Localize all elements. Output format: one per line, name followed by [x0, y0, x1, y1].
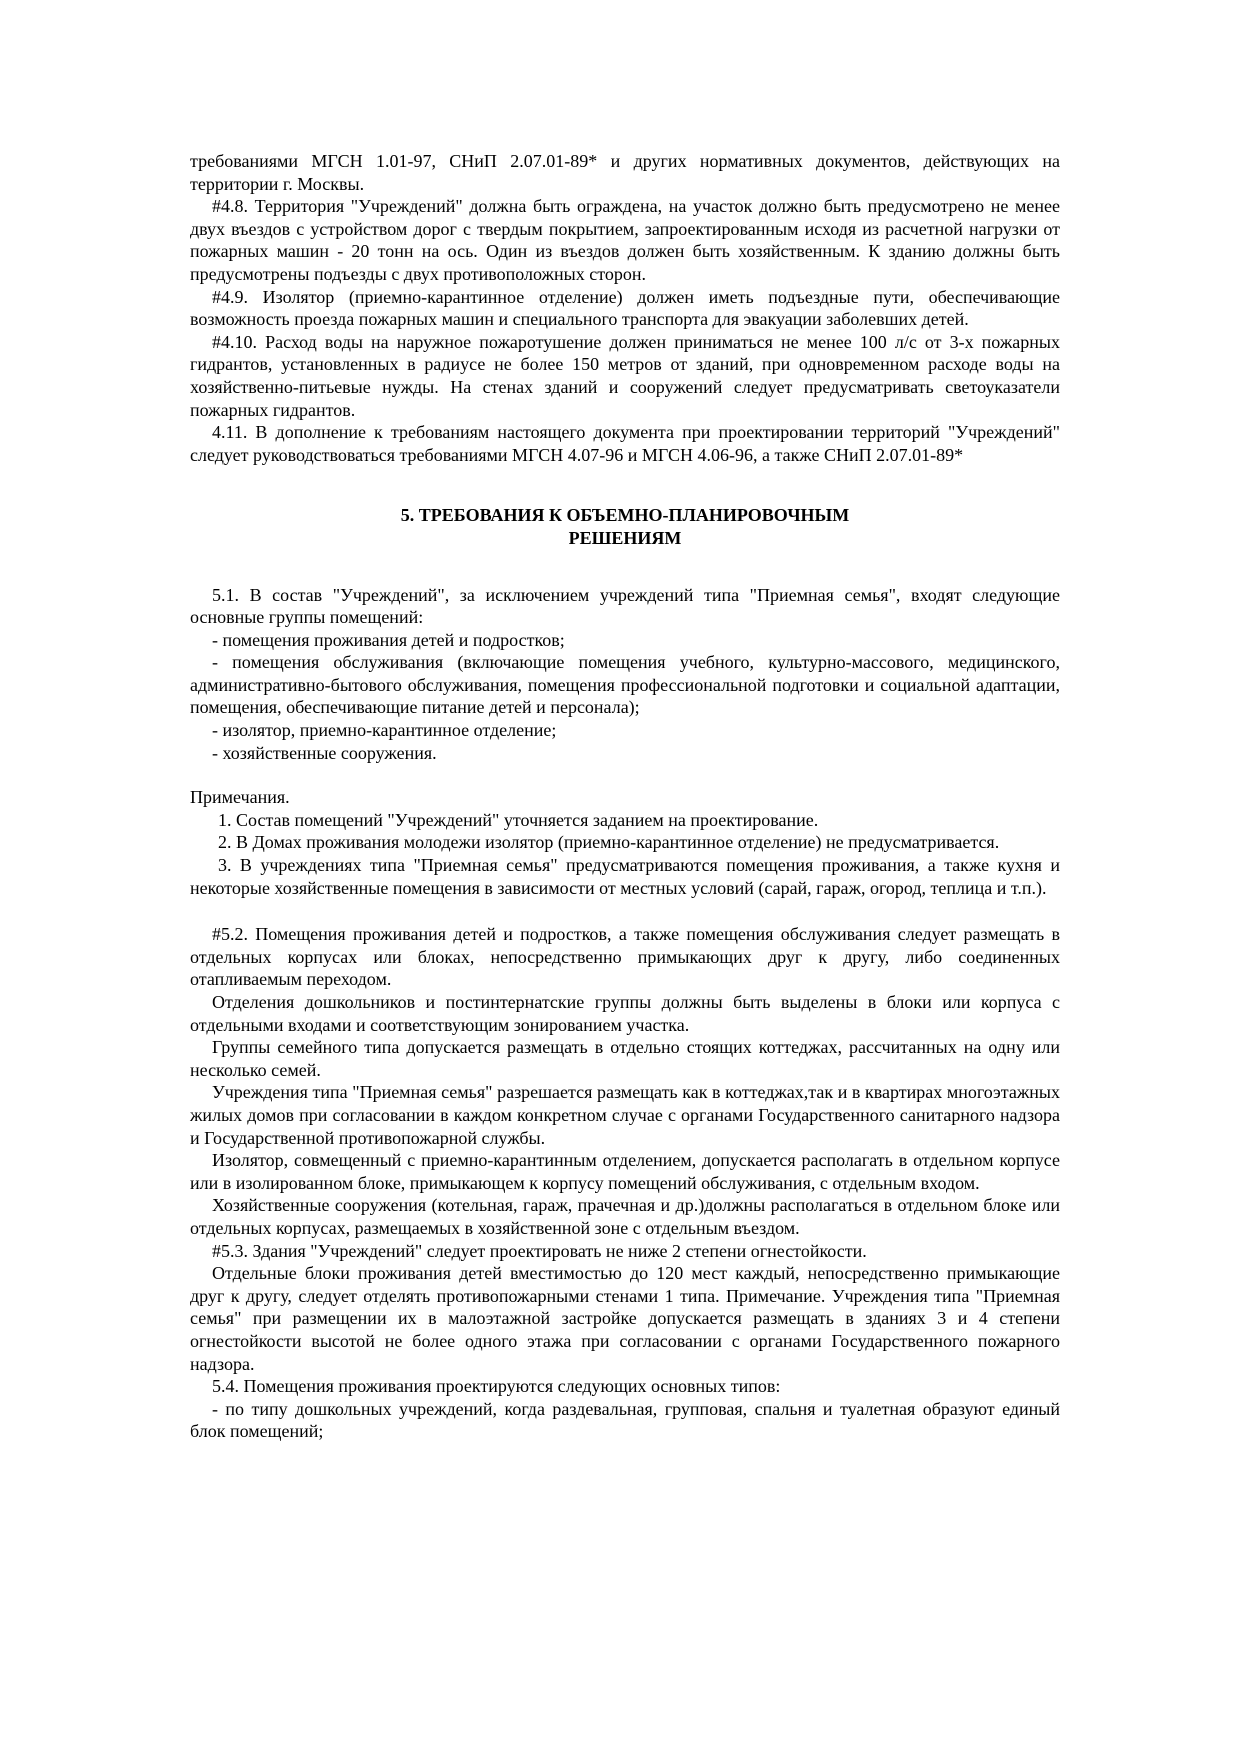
paragraph-5-1: 5.1. В состав "Учреждений", за исключением учреждений типа "Приемная семья", входят следующие основные группы помещений: — [190, 584, 1060, 628]
paragraph-4-11: 4.11. В дополнение к требованиям настоящего документа при проектировании территорий "Учреждений" следует руководствоваться требованиями МГСН 4.07-96 и МГСН 4.06-96, а также СНиП 2.07.01-89* — [190, 422, 1060, 465]
section-heading-line1: 5. ТРЕБОВАНИЯ К ОБЪЕМНО-ПЛАНИРОВОЧНЫМ — [400, 505, 850, 526]
note-item: 2. В Домах проживания молодежи изолятор (приемно-карантинное отделение) не предусматривается. — [218, 832, 1000, 853]
paragraph: Отделения дошкольников и постинтернатские группы должны быть выделены в блоки или корпуса с отдельными входами и соответствующим зонированием участка. — [190, 992, 1060, 1035]
paragraph-4-9: #4.9. Изолятор (приемно-карантинное отделение) должен иметь подъездные пути, обеспечивающие возможность проезда пожарных машин и специального транспорта для эвакуации заболевших детей. — [190, 286, 1060, 330]
paragraph-intro: требованиями МГСН 1.01-97, СНиП 2.07.01-89* и других нормативных документов, действующих на территории г. Москвы. — [190, 151, 1060, 194]
paragraph: Учреждения типа "Приемная семья" разрешается размещать как в коттеджах,так и в квартирах многоэтажных жилых домов при согласовании в каждом конкретном случае с органами Государственного санитарного надзора и Государственной противопожарной службы. — [190, 1082, 1060, 1148]
paragraph-4-8: #4.8. Территория "Учреждений" должна быть ограждена, на участок должно быть предусмотрено не менее двух въездов с устройством дорог с твердым покрытием, запроектированным исходя из расчетной нагрузки от пожарных машин - 20 тонн на ось. Один из въездов должен быть хозяйственным. К зданию должны быть предусмотрены подъезды с двух противоположных сторон. — [190, 196, 1060, 284]
notes-title: Примечания. — [190, 787, 290, 808]
note-item: 3. В учреждениях типа "Приемная семья" предусматриваются помещения проживания, а также кухня и некоторые хозяйственные помещения в зависимости от местных условий (сарай, гараж, огород, теплица и т.п.). — [190, 855, 1060, 898]
document-body — [190, 150, 1060, 1443]
section-heading-line2: РЕШЕНИЯМ — [568, 527, 682, 548]
paragraph: Группы семейного типа допускается размещать в отдельно стоящих коттеджах, рассчитанных на одну или несколько семей. — [190, 1037, 1060, 1080]
paragraph: Хозяйственные сооружения (котельная, гараж, прачечная и др.)должны располагаться в отдельном блоке или отдельных корпусах, размещаемых в хозяйственной зоне с отдельным въездом. — [190, 1195, 1060, 1238]
list-item: - хозяйственные сооружения. — [212, 742, 437, 763]
section-heading — [190, 504, 1060, 549]
paragraph-5-3: #5.3. Здания "Учреждений" следует проектировать не ниже 2 степени огнестойкости. — [212, 1240, 867, 1261]
paragraph: Отдельные блоки проживания детей вместимостью до 120 мест каждый, непосредственно примыкающие друг к другу, следует отделять противопожарными стенами 1 типа. Примечание. Учреждения типа "Приемная семья" при размещении их в малоэтажной застройке допускается размещать в зданиях 3 и 4 степени огнестойкости высотой не более одного этажа при согласовании с органами Государственного пожарного надзора. — [190, 1263, 1060, 1374]
paragraph: Изолятор, совмещенный с приемно-карантинным отделением, допускается располагать в отдельном корпусе или в изолированном блоке, примыкающем к корпусу помещений обслуживания, с отдельным входом. — [190, 1150, 1060, 1193]
list-item: - изолятор, приемно-карантинное отделение; — [212, 720, 557, 741]
list-item: - помещения обслуживания (включающие помещения учебного, культурно-массового, медицинского, административно-бытового обслуживания, помещения профессиональной подготовки и социальной адаптации, помещения, обеспечивающие питание детей и персонала); — [190, 652, 1060, 718]
paragraph-4-10: #4.10. Расход воды на наружное пожаротушение должен приниматься не менее 100 л/с от 3-х пожарных гидрантов, установленных в радиусе не более 150 метров от зданий, при одновременном расходе воды на хозяйственно-питьевые нужды. На стенах зданий и сооружений следует предусматривать светоуказатели пожарных гидрантов. — [190, 331, 1060, 420]
note-item: 1. Состав помещений "Учреждений" уточняется заданием на проектирование. — [218, 809, 819, 830]
list-item: - по типу дошкольных учреждений, когда раздевальная, групповая, спальня и туалетная образуют единый блок помещений; — [190, 1398, 1060, 1442]
paragraph-5-2: #5.2. Помещения проживания детей и подростков, а также помещения обслуживания следует размещать в отдельных корпусах или блоках, непосредственно примыкающих друг к другу, либо соединенных отапливаемым переходом. — [190, 924, 1060, 990]
paragraph-5-4: 5.4. Помещения проживания проектируются следующих основных типов: — [212, 1376, 781, 1397]
list-item: - помещения проживания детей и подростков; — [212, 629, 565, 650]
